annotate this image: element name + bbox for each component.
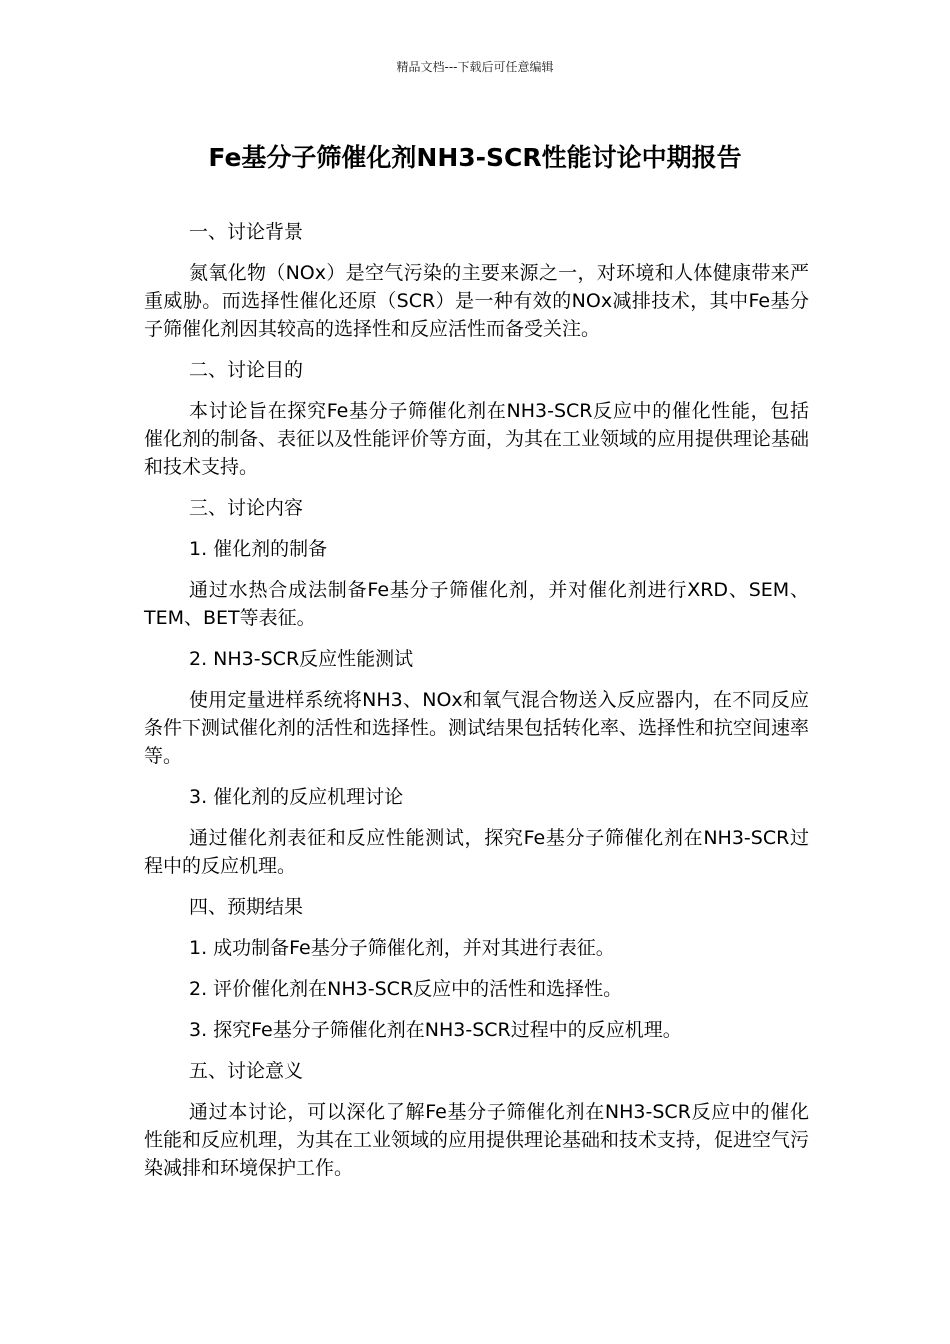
section-heading-background: 一、讨论背景 xyxy=(189,221,304,243)
section-heading-purpose: 二、讨论目的 xyxy=(189,359,304,381)
section-heading-expected-results: 四、预期结果 xyxy=(189,896,304,918)
paragraph-purpose: 本讨论旨在探究Fe基分子筛催化剂在NH3-SCR反应中的催化性能，包括催化剂的制备、表征以及性能评价等方面，为其在工业领域的应用提供理论基础和技术支持。 xyxy=(144,400,810,478)
paragraph-background: 氮氧化物（NOx）是空气污染的主要来源之一，对环境和人体健康带来严重威胁。而选择性催化还原（SCR）是一种有效的NOx减排技术，其中Fe基分子筛催化剂因其较高的选择性和反应活性而备受关注。 xyxy=(144,262,809,340)
expected-result-item-3: 3. 探究Fe基分子筛催化剂在NH3-SCR过程中的反应机理。 xyxy=(189,1019,682,1041)
expected-result-item-2: 2. 评价催化剂在NH3-SCR反应中的活性和选择性。 xyxy=(189,978,623,1000)
section-heading-content: 三、讨论内容 xyxy=(189,497,304,519)
page-header: 精品文档---下载后可任意编辑 xyxy=(396,60,554,74)
subheading-mechanism: 3. 催化剂的反应机理讨论 xyxy=(189,786,404,808)
paragraph-mechanism: 通过催化剂表征和反应性能测试，探究Fe基分子筛催化剂在NH3-SCR过程中的反应机理。 xyxy=(144,827,809,877)
subheading-preparation: 1. 催化剂的制备 xyxy=(189,538,328,560)
section-heading-significance: 五、讨论意义 xyxy=(189,1060,304,1082)
subheading-performance-test: 2. NH3-SCR反应性能测试 xyxy=(189,648,414,670)
document-body xyxy=(144,218,809,1195)
paragraph-performance-test: 使用定量进样系统将NH3、NOx和氧气混合物送入反应器内，在不同反应条件下测试催化剂的活性和选择性。测试结果包括转化率、选择性和抗空间速率等。 xyxy=(144,689,810,767)
expected-result-item-1: 1. 成功制备Fe基分子筛催化剂，并对其进行表征。 xyxy=(189,937,615,959)
document-title: Fe基分子筛催化剂NH3-SCR性能讨论中期报告 xyxy=(208,143,742,172)
paragraph-preparation: 通过水热合成法制备Fe基分子筛催化剂，并对催化剂进行XRD、SEM、TEM、BET等表征。 xyxy=(144,579,809,629)
paragraph-significance: 通过本讨论，可以深化了解Fe基分子筛催化剂在NH3-SCR反应中的催化性能和反应机理，为其在工业领域的应用提供理论基础和技术支持，促进空气污染减排和环境保护工作。 xyxy=(144,1101,810,1179)
